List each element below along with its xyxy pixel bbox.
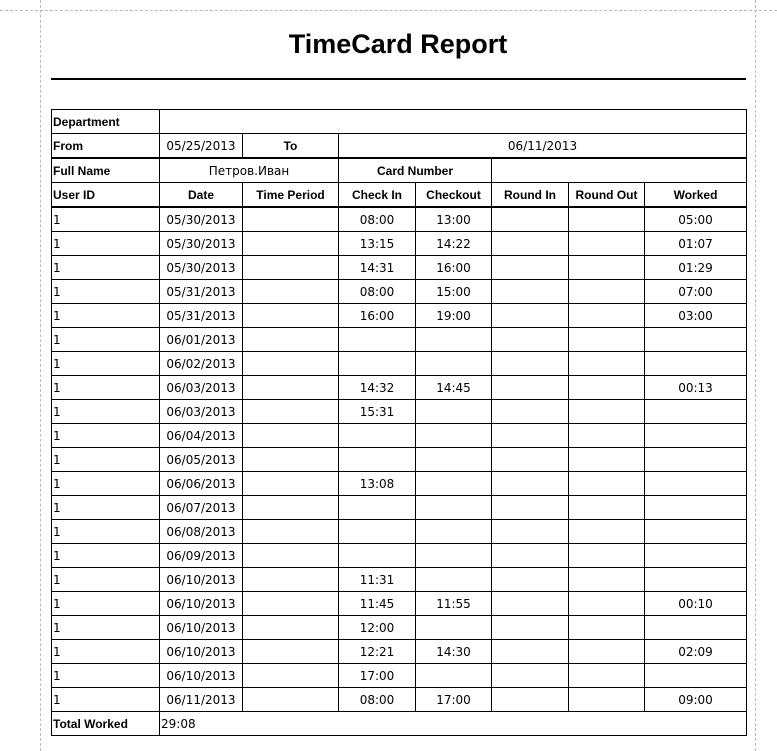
date-cell: 06/01/2013 bbox=[160, 328, 243, 352]
worked-cell: 01:07 bbox=[645, 232, 747, 256]
round-out-cell bbox=[569, 472, 645, 496]
time-period-cell bbox=[243, 568, 339, 592]
round-in-cell bbox=[492, 352, 569, 376]
check-in-cell: 13:15 bbox=[339, 232, 416, 256]
round-in-cell bbox=[492, 496, 569, 520]
date-cell: 06/06/2013 bbox=[160, 472, 243, 496]
to-label: To bbox=[243, 134, 339, 159]
time-period-cell bbox=[243, 520, 339, 544]
table-row bbox=[52, 448, 747, 472]
checkout-cell bbox=[416, 448, 492, 472]
round-in-cell bbox=[492, 280, 569, 304]
user-id-cell: 1 bbox=[52, 376, 160, 400]
total-worked-value: 29:08 bbox=[160, 712, 747, 736]
date-cell: 05/31/2013 bbox=[160, 304, 243, 328]
date-cell: 06/02/2013 bbox=[160, 352, 243, 376]
checkout-cell bbox=[416, 520, 492, 544]
table-row bbox=[52, 616, 747, 640]
date-cell: 05/30/2013 bbox=[160, 232, 243, 256]
time-period-cell bbox=[243, 352, 339, 376]
round-in-cell bbox=[492, 616, 569, 640]
user-id-cell: 1 bbox=[52, 472, 160, 496]
round-out-cell bbox=[569, 256, 645, 280]
table-row bbox=[52, 520, 747, 544]
user-id-cell: 1 bbox=[52, 496, 160, 520]
worked-cell bbox=[645, 616, 747, 640]
user-id-cell: 1 bbox=[52, 424, 160, 448]
checkout-cell bbox=[416, 328, 492, 352]
worked-cell bbox=[645, 472, 747, 496]
round-out-cell bbox=[569, 304, 645, 328]
worked-cell bbox=[645, 400, 747, 424]
from-label: From bbox=[52, 134, 160, 159]
table-row bbox=[52, 400, 747, 424]
round-out-cell bbox=[569, 280, 645, 304]
table-row bbox=[52, 424, 747, 448]
user-id-cell: 1 bbox=[52, 640, 160, 664]
time-period-cell bbox=[243, 280, 339, 304]
round-in-cell bbox=[492, 376, 569, 400]
round-out-cell bbox=[569, 520, 645, 544]
date-cell: 05/30/2013 bbox=[160, 207, 243, 232]
worked-cell bbox=[645, 568, 747, 592]
round-in-cell bbox=[492, 304, 569, 328]
time-period-cell bbox=[243, 376, 339, 400]
round-in-cell bbox=[492, 664, 569, 688]
check-in-cell bbox=[339, 328, 416, 352]
user-id-cell: 1 bbox=[52, 352, 160, 376]
worked-cell: 00:13 bbox=[645, 376, 747, 400]
checkout-cell bbox=[416, 352, 492, 376]
time-period-cell bbox=[243, 448, 339, 472]
check-in-cell: 13:08 bbox=[339, 472, 416, 496]
round-out-cell bbox=[569, 328, 645, 352]
round-in-cell bbox=[492, 472, 569, 496]
date-cell: 06/05/2013 bbox=[160, 448, 243, 472]
check-in-cell: 17:00 bbox=[339, 664, 416, 688]
round-in-cell bbox=[492, 232, 569, 256]
round-in-cell bbox=[492, 448, 569, 472]
round-out-cell bbox=[569, 592, 645, 616]
date-cell: 06/10/2013 bbox=[160, 592, 243, 616]
time-period-cell bbox=[243, 544, 339, 568]
time-period-cell bbox=[243, 688, 339, 712]
card-number-value bbox=[492, 158, 747, 183]
round-in-cell bbox=[492, 256, 569, 280]
check-in-cell bbox=[339, 448, 416, 472]
checkout-cell bbox=[416, 472, 492, 496]
worked-cell bbox=[645, 544, 747, 568]
worked-cell: 00:10 bbox=[645, 592, 747, 616]
date-cell: 06/10/2013 bbox=[160, 616, 243, 640]
round-in-cell bbox=[492, 544, 569, 568]
round-out-cell bbox=[569, 400, 645, 424]
worked-cell bbox=[645, 328, 747, 352]
round-in-cell bbox=[492, 424, 569, 448]
round-in-cell bbox=[492, 328, 569, 352]
table-row bbox=[52, 640, 747, 664]
check-in-cell: 08:00 bbox=[339, 688, 416, 712]
employee-row bbox=[52, 158, 747, 183]
check-in-cell: 08:00 bbox=[339, 207, 416, 232]
user-id-cell: 1 bbox=[52, 568, 160, 592]
date-cell: 05/31/2013 bbox=[160, 280, 243, 304]
user-id-cell: 1 bbox=[52, 616, 160, 640]
time-period-cell bbox=[243, 496, 339, 520]
checkout-cell bbox=[416, 496, 492, 520]
worked-cell: 02:09 bbox=[645, 640, 747, 664]
round-out-cell bbox=[569, 496, 645, 520]
checkout-cell: 16:00 bbox=[416, 256, 492, 280]
check-in-cell bbox=[339, 352, 416, 376]
worked-cell: 09:00 bbox=[645, 688, 747, 712]
column-header-worked: Worked bbox=[645, 183, 747, 208]
user-id-cell: 1 bbox=[52, 544, 160, 568]
check-in-cell: 08:00 bbox=[339, 280, 416, 304]
checkout-cell bbox=[416, 424, 492, 448]
time-period-cell bbox=[243, 232, 339, 256]
table-row bbox=[52, 304, 747, 328]
time-period-cell bbox=[243, 664, 339, 688]
worked-cell: 03:00 bbox=[645, 304, 747, 328]
date-cell: 06/08/2013 bbox=[160, 520, 243, 544]
round-out-cell bbox=[569, 207, 645, 232]
time-period-cell bbox=[243, 640, 339, 664]
from-date: 05/25/2013 bbox=[160, 134, 243, 159]
table-row bbox=[52, 280, 747, 304]
column-header-checkout: Checkout bbox=[416, 183, 492, 208]
round-in-cell bbox=[492, 640, 569, 664]
round-out-cell bbox=[569, 424, 645, 448]
table-row bbox=[52, 472, 747, 496]
column-header-time-period: Time Period bbox=[243, 183, 339, 208]
user-id-cell: 1 bbox=[52, 400, 160, 424]
checkout-cell bbox=[416, 664, 492, 688]
worked-cell: 05:00 bbox=[645, 207, 747, 232]
checkout-cell bbox=[416, 544, 492, 568]
round-out-cell bbox=[569, 568, 645, 592]
worked-cell: 07:00 bbox=[645, 280, 747, 304]
check-in-cell: 12:00 bbox=[339, 616, 416, 640]
user-id-cell: 1 bbox=[52, 688, 160, 712]
checkout-cell: 15:00 bbox=[416, 280, 492, 304]
date-cell: 05/30/2013 bbox=[160, 256, 243, 280]
title-rule bbox=[51, 78, 746, 80]
checkout-cell: 14:22 bbox=[416, 232, 492, 256]
date-cell: 06/03/2013 bbox=[160, 400, 243, 424]
total-worked-label: Total Worked bbox=[52, 712, 160, 736]
check-in-cell: 16:00 bbox=[339, 304, 416, 328]
full-name-value: Петров.Иван bbox=[160, 158, 339, 183]
round-in-cell bbox=[492, 688, 569, 712]
date-cell: 06/10/2013 bbox=[160, 640, 243, 664]
worked-cell bbox=[645, 496, 747, 520]
checkout-cell: 11:55 bbox=[416, 592, 492, 616]
table-row bbox=[52, 592, 747, 616]
round-out-cell bbox=[569, 544, 645, 568]
department-label: Department bbox=[52, 110, 160, 134]
time-period-cell bbox=[243, 328, 339, 352]
round-out-cell bbox=[569, 448, 645, 472]
page-margin-guide-top bbox=[0, 10, 777, 11]
table-row bbox=[52, 207, 747, 232]
round-in-cell bbox=[492, 400, 569, 424]
checkout-cell: 13:00 bbox=[416, 207, 492, 232]
table-row bbox=[52, 568, 747, 592]
check-in-cell: 11:45 bbox=[339, 592, 416, 616]
to-date: 06/11/2013 bbox=[339, 134, 747, 159]
checkout-cell: 19:00 bbox=[416, 304, 492, 328]
user-id-cell: 1 bbox=[52, 448, 160, 472]
report-title: TimeCard Report bbox=[288, 29, 508, 59]
table-row bbox=[52, 256, 747, 280]
round-out-cell bbox=[569, 616, 645, 640]
worked-cell bbox=[645, 520, 747, 544]
checkout-cell: 14:45 bbox=[416, 376, 492, 400]
date-cell: 06/07/2013 bbox=[160, 496, 243, 520]
user-id-cell: 1 bbox=[52, 207, 160, 232]
date-cell: 06/09/2013 bbox=[160, 544, 243, 568]
time-period-cell bbox=[243, 207, 339, 232]
check-in-cell: 12:21 bbox=[339, 640, 416, 664]
check-in-cell bbox=[339, 520, 416, 544]
round-out-cell bbox=[569, 232, 645, 256]
checkout-cell: 14:30 bbox=[416, 640, 492, 664]
user-id-cell: 1 bbox=[52, 664, 160, 688]
time-period-cell bbox=[243, 400, 339, 424]
check-in-cell: 14:31 bbox=[339, 256, 416, 280]
table-row bbox=[52, 352, 747, 376]
page-margin-guide-left bbox=[40, 0, 41, 751]
checkout-cell bbox=[416, 568, 492, 592]
user-id-cell: 1 bbox=[52, 256, 160, 280]
check-in-cell bbox=[339, 424, 416, 448]
round-out-cell bbox=[569, 640, 645, 664]
column-header-user-id: User ID bbox=[52, 183, 160, 208]
check-in-cell: 11:31 bbox=[339, 568, 416, 592]
column-header-round-out: Round Out bbox=[569, 183, 645, 208]
round-out-cell bbox=[569, 352, 645, 376]
user-id-cell: 1 bbox=[52, 280, 160, 304]
check-in-cell bbox=[339, 544, 416, 568]
page-margin-guide-right bbox=[755, 0, 756, 751]
date-cell: 06/10/2013 bbox=[160, 568, 243, 592]
round-in-cell bbox=[492, 592, 569, 616]
checkout-cell bbox=[416, 400, 492, 424]
table-row bbox=[52, 664, 747, 688]
time-period-cell bbox=[243, 304, 339, 328]
round-in-cell bbox=[492, 520, 569, 544]
date-cell: 06/04/2013 bbox=[160, 424, 243, 448]
time-period-cell bbox=[243, 424, 339, 448]
timecard-table bbox=[51, 109, 747, 736]
user-id-cell: 1 bbox=[52, 304, 160, 328]
full-name-label: Full Name bbox=[52, 158, 160, 183]
column-header-round-in: Round In bbox=[492, 183, 569, 208]
column-header-date: Date bbox=[160, 183, 243, 208]
checkout-cell bbox=[416, 616, 492, 640]
column-header-row bbox=[52, 183, 747, 208]
date-cell: 06/10/2013 bbox=[160, 664, 243, 688]
user-id-cell: 1 bbox=[52, 520, 160, 544]
user-id-cell: 1 bbox=[52, 328, 160, 352]
total-worked-row bbox=[52, 712, 747, 736]
time-period-cell bbox=[243, 472, 339, 496]
table-row bbox=[52, 376, 747, 400]
table-row bbox=[52, 232, 747, 256]
round-in-cell bbox=[492, 207, 569, 232]
department-value bbox=[160, 110, 747, 134]
date-cell: 06/03/2013 bbox=[160, 376, 243, 400]
round-out-cell bbox=[569, 376, 645, 400]
table-row bbox=[52, 544, 747, 568]
checkout-cell: 17:00 bbox=[416, 688, 492, 712]
check-in-cell: 15:31 bbox=[339, 400, 416, 424]
worked-cell: 01:29 bbox=[645, 256, 747, 280]
worked-cell bbox=[645, 448, 747, 472]
worked-cell bbox=[645, 664, 747, 688]
user-id-cell: 1 bbox=[52, 592, 160, 616]
card-number-label: Card Number bbox=[339, 158, 492, 183]
table-row bbox=[52, 496, 747, 520]
time-period-cell bbox=[243, 616, 339, 640]
table-row bbox=[52, 688, 747, 712]
table-row bbox=[52, 328, 747, 352]
column-header-check-in: Check In bbox=[339, 183, 416, 208]
worked-cell bbox=[645, 424, 747, 448]
worked-cell bbox=[645, 352, 747, 376]
time-period-cell bbox=[243, 592, 339, 616]
check-in-cell bbox=[339, 496, 416, 520]
check-in-cell: 14:32 bbox=[339, 376, 416, 400]
department-row bbox=[52, 110, 747, 134]
time-period-cell bbox=[243, 256, 339, 280]
round-out-cell bbox=[569, 688, 645, 712]
date-range-row bbox=[52, 134, 747, 159]
date-cell: 06/11/2013 bbox=[160, 688, 243, 712]
round-out-cell bbox=[569, 664, 645, 688]
user-id-cell: 1 bbox=[52, 232, 160, 256]
round-in-cell bbox=[492, 568, 569, 592]
